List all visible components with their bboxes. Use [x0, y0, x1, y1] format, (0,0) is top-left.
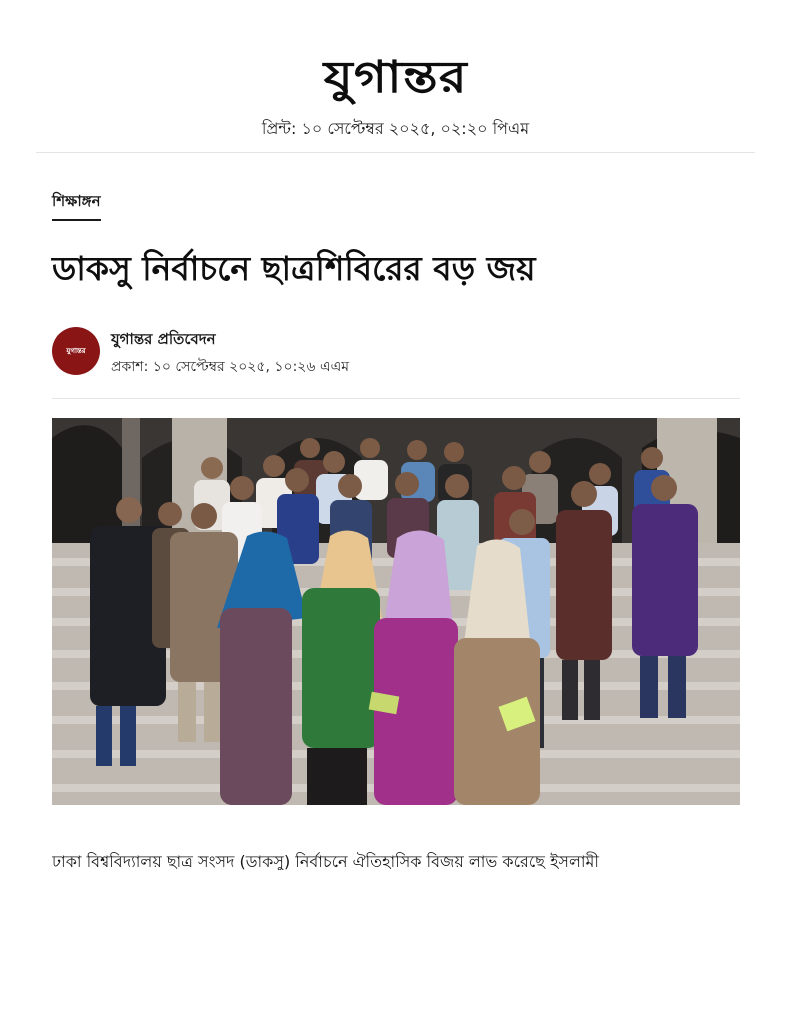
publish-date: প্রকাশ: ১০ সেপ্টেম্বর ২০২৫, ১০:২৬ এএম: [111, 359, 350, 375]
category-label[interactable]: শিক্ষাঙ্গন: [52, 190, 101, 221]
header-divider: [36, 152, 755, 153]
article-body-first-line: ঢাকা বিশ্ববিদ্যালয় ছাত্র সংসদ (ডাকসু) নির্বাচনে ঐতিহাসিক বিজয় লাভ করেছে ইসলামী: [52, 852, 599, 870]
author-avatar: [52, 327, 100, 375]
article-headline: ডাকসু নির্বাচনে ছাত্রশিবিরের বড় জয়: [52, 249, 536, 288]
article-photo: [52, 418, 740, 805]
byline-divider: [52, 398, 740, 399]
avatar-logo-text: যুগান্তর: [66, 347, 86, 355]
print-date: প্রিন্ট: ১০ সেপ্টেম্বর ২০২৫, ০২:২০ পিএম: [261, 119, 530, 138]
author-name[interactable]: যুগান্তর প্রতিবেদন: [111, 330, 216, 348]
masthead: [0, 52, 791, 104]
site-logo[interactable]: যুগান্তর: [323, 52, 468, 103]
